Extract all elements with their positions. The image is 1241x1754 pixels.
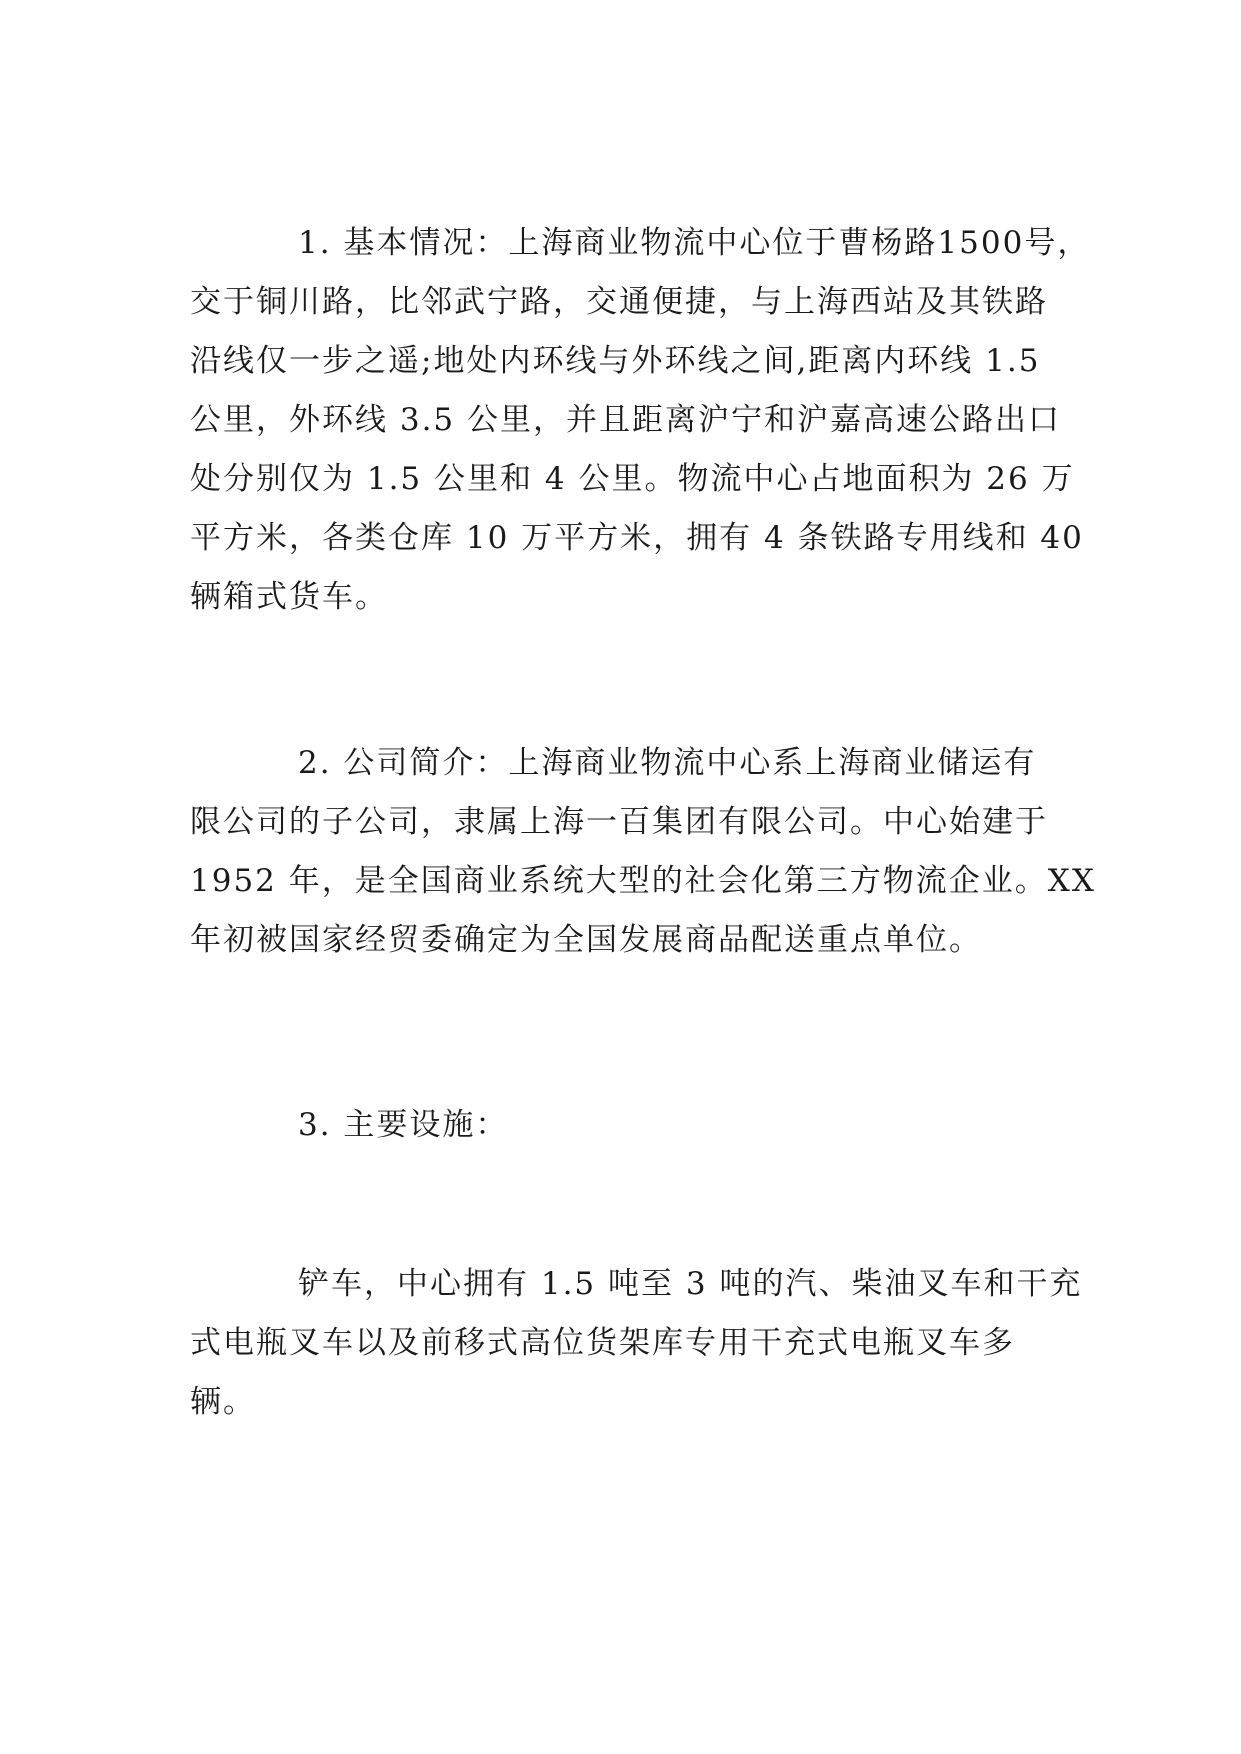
- paragraph-line: 1. 基本情况：上海商业物流中心位于曹杨路1500号，: [298, 225, 1091, 261]
- paragraph-line: 限公司的子公司，隶属上海一百集团有限公司。中心始建于: [190, 804, 1048, 840]
- paragraph-company-profile: [190, 734, 1096, 970]
- paragraph-forklifts: [190, 1255, 1083, 1432]
- paragraph-line: 年初被国家经贸委确定为全国发展商品配送重点单位。: [190, 922, 982, 958]
- paragraph-line: 铲车，中心拥有 1.5 吨至 3 吨的汽、柴油叉车和干充: [298, 1266, 1083, 1302]
- paragraph-line: 辆箱式货车。: [190, 579, 388, 615]
- paragraph-line: 公里，外环线 3.5 公里，并且距离沪宁和沪嘉高速公路出口: [190, 402, 1062, 438]
- paragraph-basic-info: [190, 214, 1091, 627]
- paragraph-line: 辆。: [190, 1384, 256, 1420]
- paragraph-line: 交于铜川路，比邻武宁路，交通便捷，与上海西站及其铁路: [190, 284, 1048, 320]
- paragraph-line: 式电瓶叉车以及前移式高位货架库专用干充式电瓶叉车多: [190, 1325, 1015, 1361]
- paragraph-line: 沿线仅一步之遥;地处内环线与外环线之间,距离内环线 1.5: [190, 343, 1041, 379]
- paragraph-line: 1952 年，是全国商业系统大型的社会化第三方物流企业。XX: [190, 863, 1096, 899]
- paragraph-line: 3. 主要设施：: [298, 1107, 509, 1143]
- paragraph-line: 2. 公司简介：上海商业物流中心系上海商业储运有: [298, 745, 1037, 781]
- paragraph-main-facilities-heading: [190, 1096, 1050, 1155]
- paragraph-line: 平方米，各类仓库 10 万平方米，拥有 4 条铁路专用线和 40: [190, 520, 1084, 556]
- paragraph-line: 处分别仅为 1.5 公里和 4 公里。物流中心占地面积为 26 万: [190, 461, 1075, 497]
